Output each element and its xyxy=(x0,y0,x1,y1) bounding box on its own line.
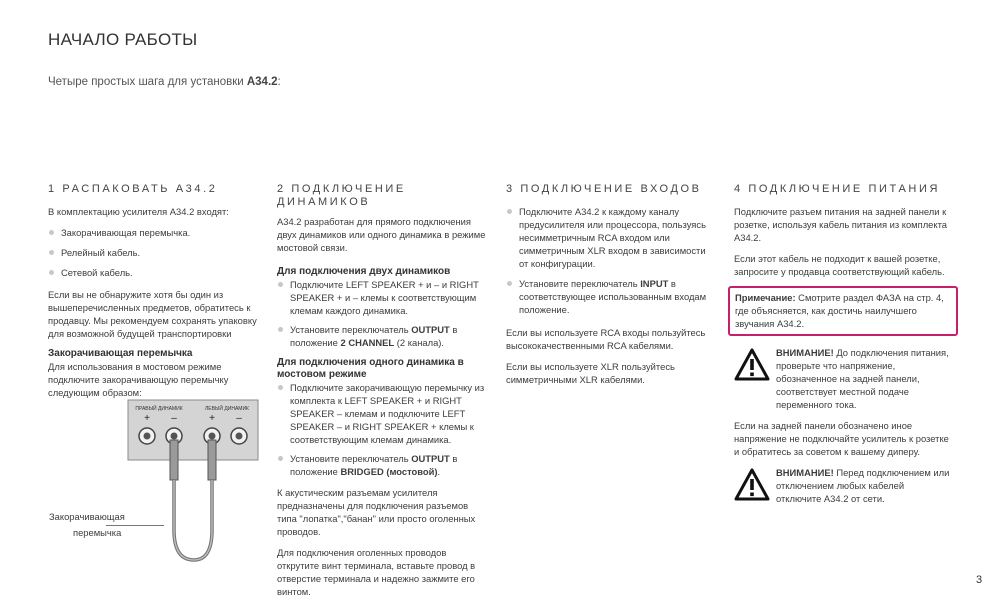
power-paragraph-1: Подключите разъем питания на задней панели к розетке, используя кабель питания из комплекта A34.2. xyxy=(734,206,947,243)
section-speakers-heading: 2 ПОДКЛЮЧЕНИЕ ДИНАМИКОВ xyxy=(277,183,406,208)
warning-1-body: До подключения питания, проверьте что напряжение, обозначенное на задней панели, соответствует местной подаче переменного тока. xyxy=(776,347,949,410)
section-inputs-heading: 3 ПОДКЛЮЧЕНИЕ ВХОДОВ xyxy=(506,183,702,195)
step-text: Установите переключатель xyxy=(519,278,641,289)
step-text: . xyxy=(437,466,441,477)
warning-1-label: ВНИМАНИЕ! xyxy=(776,347,834,358)
diagram-minus-1: – xyxy=(171,413,177,424)
bridged-list xyxy=(277,381,489,478)
input-switch-label: INPUT xyxy=(640,278,669,289)
section-power-heading: 4 ПОДКЛЮЧЕНИЕ ПИТАНИЯ xyxy=(734,183,941,195)
jumper-text: Для использования в мостовом режиме подключите закорачивающую перемычку следующим образом: xyxy=(48,361,229,398)
xlr-paragraph: Если вы используете XLR пользуйтесь симметричными XLR кабелями. xyxy=(506,361,675,385)
output-switch-label: OUTPUT xyxy=(411,324,450,335)
note-box xyxy=(728,286,958,336)
warning-2-text xyxy=(776,466,952,505)
list-item: Подключите A34.2 к каждому каналу предусилителя или процессора, пользуясь несимметричным RCA входом или симметричным XLR входом в зависимости от конфигурации. xyxy=(506,205,716,270)
warning-1 xyxy=(734,346,952,411)
step-text: в положение xyxy=(290,453,458,477)
page-number: 3 xyxy=(976,574,983,586)
power-paragraph-2: Если этот кабель не подходит к вашей розетке, запросите у продавца соответствующий кабель. xyxy=(734,253,945,277)
diagram-minus-2: – xyxy=(236,413,242,424)
page-title: НАЧАЛО РАБОТЫ xyxy=(48,30,198,49)
section-speakers-intro: А34.2 разработан для прямого подключения двух динамиков или одного динамика в режиме мостовой связи. xyxy=(277,216,486,253)
bridged-label: BRIDGED (мостовой) xyxy=(340,466,438,477)
section-unpack-intro: В комплектацию усилителя А34.2 входят: xyxy=(48,206,229,217)
diagram-label-right-speaker: ПРАВЫЙ ДИНАМИК xyxy=(135,406,183,412)
bridged-heading: Для подключения одного динамика в мостовом режиме xyxy=(277,357,464,380)
subtitle-model: A34.2 xyxy=(246,76,278,88)
speaker-terminal-left-minus xyxy=(231,428,247,444)
subtitle-colon: : xyxy=(277,76,281,88)
step-text: в соответствующее использованным входам положение. xyxy=(519,278,707,315)
list-item: Подключите LEFT SPEAKER + и – и RIGHT SPEAKER + и – клемы к соответствующим клемам каждого динамика. xyxy=(277,278,489,317)
two-speakers-heading: Для подключения двух динамиков xyxy=(277,266,451,277)
section-inputs xyxy=(506,183,716,394)
diagram-plus-1: + xyxy=(144,413,150,424)
step-text: (2 канала). xyxy=(394,337,445,348)
list-item xyxy=(277,323,489,349)
list-item: Подключите закорачивающую перемычку из комплекта к LEFT SPEAKER + и RIGHT SPEAKER – клемам и подключите LEFT SPEAKER – и RIGHT SPEAKER + клемы к соответствующим клемам динамика. xyxy=(277,381,489,446)
speaker-terminal-right-plus xyxy=(139,428,155,444)
bare-wire-paragraph: Для подключения оголенных проводов открутите винт терминала, вставьте провод в отверстие терминала и надежно зажмите его винтом. xyxy=(277,547,476,597)
jumper-label-line2: перемычка xyxy=(73,527,122,538)
step-text: Установите переключатель xyxy=(290,453,412,464)
jumper-diagram xyxy=(128,400,258,570)
section-unpack xyxy=(48,183,258,407)
jumper-leader-line xyxy=(106,525,164,526)
diagram-label-left-speaker: ЛЕВЫЙ ДИНАМИК xyxy=(205,406,249,412)
step-text: Установите переключатель xyxy=(290,324,412,335)
jumper-heading: Закорачивающая перемычка xyxy=(48,348,193,359)
note-text: Смотрите раздел ФАЗА на стр. 4, где объясняется, как достичь наилучшего звучания A34.2. xyxy=(735,292,944,329)
warning-1-text xyxy=(776,346,952,411)
two-channel-label: 2 CHANNEL xyxy=(340,337,395,348)
list-item: Сетевой кабель. xyxy=(48,266,258,279)
warning-2-label: ВНИМАНИЕ! xyxy=(776,467,834,478)
speaker-connectors-paragraph: К акустическим разъемам усилителя предназначены для подключения разъемов типа "лопатка","банан" или просто оголенных проводов. xyxy=(277,487,476,537)
list-item xyxy=(277,452,489,478)
jumper-label-line1: Закорачивающая xyxy=(49,511,125,522)
warning-triangle-icon xyxy=(734,348,770,382)
rca-paragraph: Если вы используете RCA входы пользуйтесь высококачественными RCA кабелями. xyxy=(506,327,706,351)
step-text: в положение xyxy=(290,324,458,348)
section-speakers xyxy=(277,183,489,606)
package-contents-list xyxy=(48,226,258,279)
list-item: Закорачивающая перемычка. xyxy=(48,226,258,239)
power-paragraph-3: Если на задней панели обозначено иное напряжение не подключайте усилитель к розетке и обратитесь за советом к вашему диперу. xyxy=(734,420,949,457)
warning-2-body: Перед подключением или отключением любых кабелей отключите A34.2 от сети. xyxy=(776,467,950,504)
list-item: Релейный кабель. xyxy=(48,246,258,259)
output-switch-label: OUTPUT xyxy=(411,453,450,464)
section-unpack-heading: 1 РАСПАКОВАТЬ А34.2 xyxy=(48,183,218,195)
diagram-plus-2: + xyxy=(209,413,215,424)
two-speakers-list xyxy=(277,278,489,349)
section-power xyxy=(734,183,952,513)
list-item xyxy=(506,277,716,316)
warning-2 xyxy=(734,466,952,505)
note-label: Примечание: xyxy=(735,292,796,303)
page-subtitle xyxy=(48,76,281,88)
warning-triangle-icon xyxy=(734,468,770,502)
inputs-list xyxy=(506,205,716,316)
section-unpack-paragraph: Если вы не обнаружите хотя бы один из вышеперечисленных предметов, обратитесь к продавцу. Мы рекомендуем сохранять упаковку для возможной будущей транспортировки xyxy=(48,289,257,339)
subtitle-text: Четыре простых шага для установки xyxy=(48,76,247,88)
